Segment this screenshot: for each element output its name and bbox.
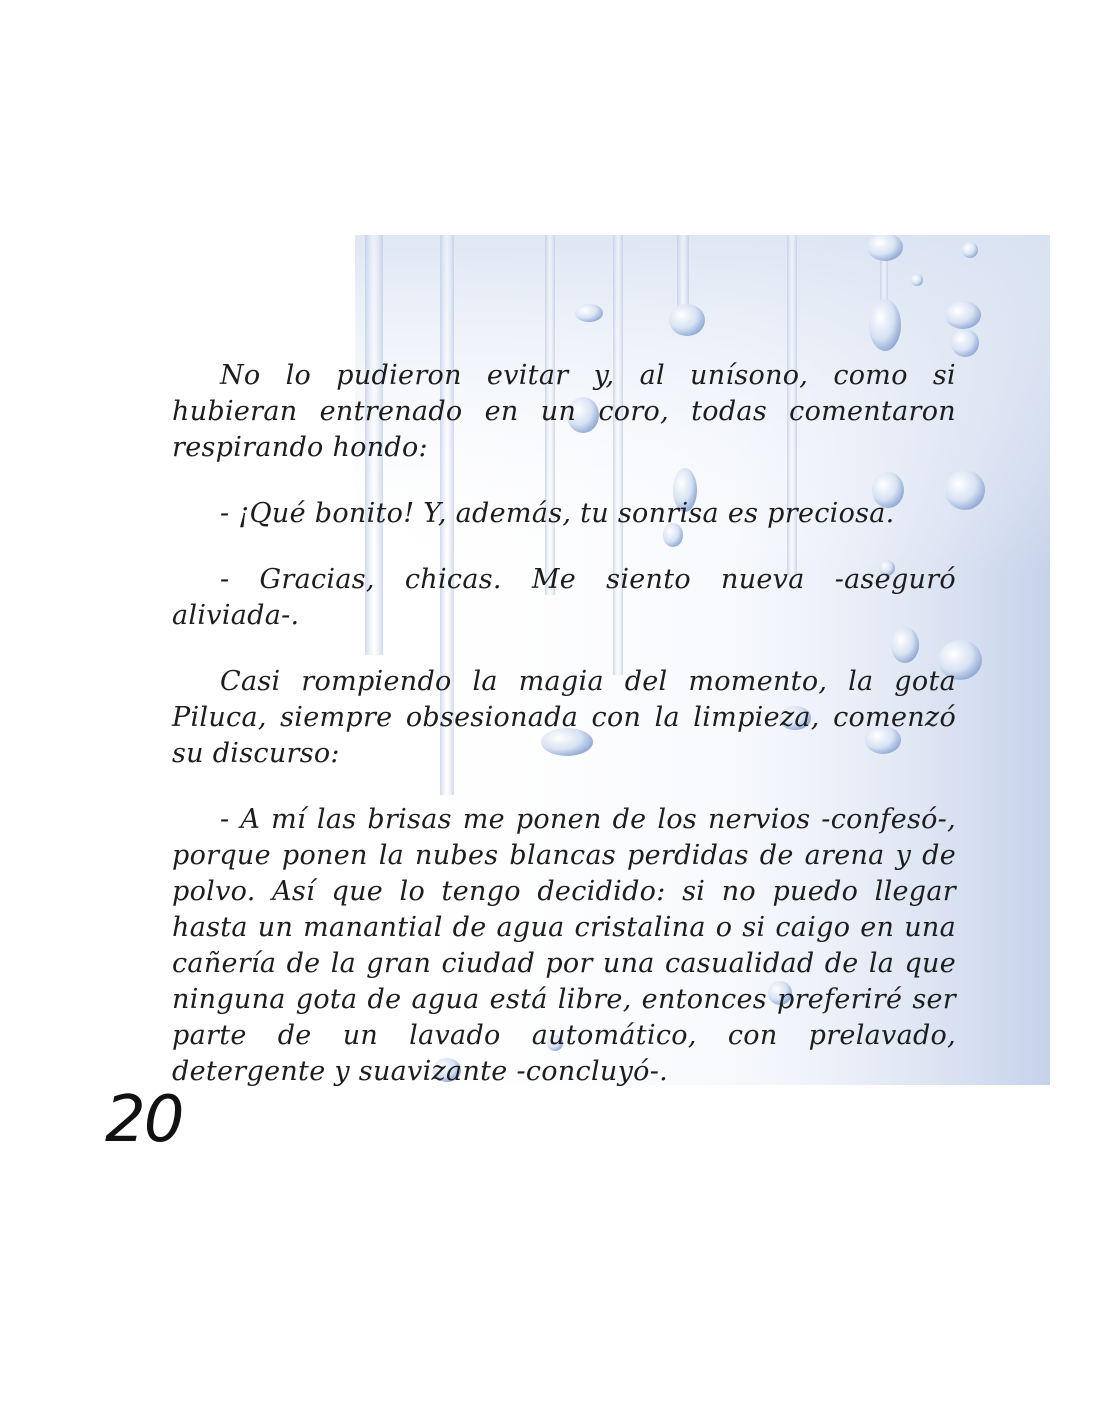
paragraph-dialogue-1: - ¡Qué bonito! Y, además, tu sonrisa es preciosa. [220,498,895,529]
story-text [172,358,956,1090]
paragraph-intro: No lo pudieron evitar y, al unísono, como si hubieran entrenado en un coro, todas comentaron respirando hondo: [172,360,956,463]
paragraph-narration: Casi rompiendo la magia del momento, la gota Piluca, siempre obsesionada con la limpieza, comenzó su discurso: [172,666,956,769]
paragraph-dialogue-2: - Gracias, chicas. Me siento nueva -aseguró aliviada-. [172,564,956,631]
paragraph-speech: - A mí las brisas me ponen de los nervios -confesó-, porque ponen la nubes blancas perdidas de arena y de polvo. Así que lo tengo decidido: si no puedo llegar hasta un manantial de agua cristalina o si caigo en una cañería de la gran ciudad por una casualidad de la que ninguna gota de agua está libre, entonces preferiré ser parte de un lavado automático, con prelavado, detergente y suavizante -concluyó-. [172,804,956,1087]
page-number: 20 [105,1083,183,1157]
